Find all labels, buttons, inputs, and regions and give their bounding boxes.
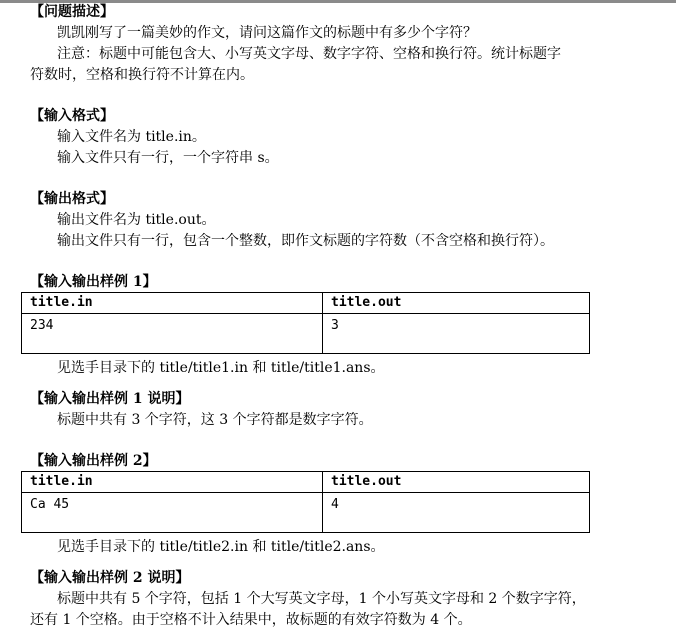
table-header-row xyxy=(22,293,590,314)
output-format-heading: 【输出格式】 xyxy=(30,191,114,207)
sample1-col-out: title.out xyxy=(323,293,590,314)
sample1-table xyxy=(21,292,590,354)
sample1-output: 3 xyxy=(323,314,590,354)
sample1-input: 234 xyxy=(22,314,323,354)
problem-heading: 【问题描述】 xyxy=(30,4,114,20)
problem-line-3: 符数时，空格和换行符不计算在内。 xyxy=(30,67,254,83)
sample1-explain-line-1: 标题中共有 3 个字符，这 3 个字符都是数字字符。 xyxy=(57,412,373,428)
sample2-table xyxy=(21,471,590,533)
problem-line-2: 注意：标题中可能包含大、小写英文字母、数字字符、空格和换行符。统计标题字 xyxy=(57,46,561,62)
sample2-explain-heading: 【输入输出样例 2 说明】 xyxy=(30,570,190,586)
table-row xyxy=(22,493,590,533)
input-format-line-1: 输入文件名为 title.in。 xyxy=(57,129,206,145)
problem-line-1: 凯凯刚写了一篇美妙的作文，请问这篇作文的标题中有多少个字符？ xyxy=(57,25,477,41)
input-format-heading: 【输入格式】 xyxy=(30,108,114,124)
table-header-row xyxy=(22,472,590,493)
table-row xyxy=(22,314,590,354)
sample2-explain-line-1: 标题中共有 5 个字符，包括 1 个大写英文字母，1 个小写英文字母和 2 个数字字符， xyxy=(57,591,586,607)
sample1-explain-heading: 【输入输出样例 1 说明】 xyxy=(30,391,190,407)
sample2-col-in: title.in xyxy=(22,472,323,493)
sample2-note: 见选手目录下的 title/title2.in 和 title/title2.ans。 xyxy=(57,539,385,555)
sample2-output: 4 xyxy=(323,493,590,533)
sample2-heading: 【输入输出样例 2】 xyxy=(30,453,157,469)
input-format-line-2: 输入文件只有一行，一个字符串 s。 xyxy=(57,150,279,166)
sample1-col-in: title.in xyxy=(22,293,323,314)
sample2-input: Ca 45 xyxy=(22,493,323,533)
output-format-line-1: 输出文件名为 title.out。 xyxy=(57,212,216,228)
output-format-line-2: 输出文件只有一行，包含一个整数，即作文标题的字符数（不含空格和换行符）。 xyxy=(57,233,554,249)
sample1-note: 见选手目录下的 title/title1.in 和 title/title1.ans。 xyxy=(57,360,385,376)
sample1-heading: 【输入输出样例 1】 xyxy=(30,274,157,290)
sample2-col-out: title.out xyxy=(323,472,590,493)
sample2-explain-line-2: 还有 1 个空格。由于空格不计入结果中，故标题的有效字符数为 4 个。 xyxy=(30,612,472,628)
